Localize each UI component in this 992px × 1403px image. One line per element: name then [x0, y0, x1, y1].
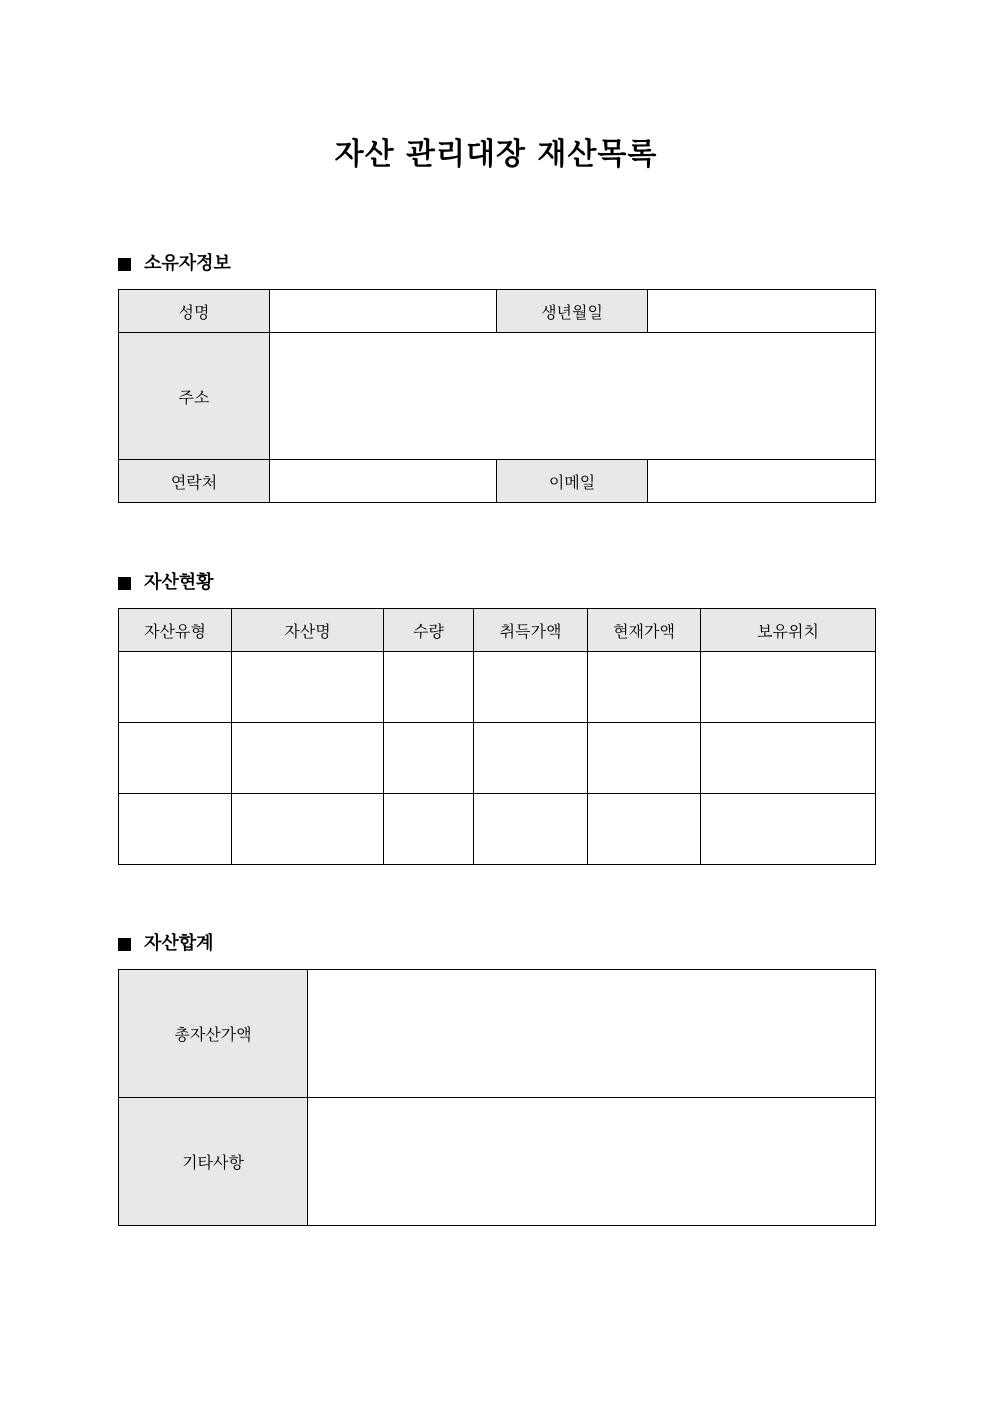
table-row — [119, 652, 876, 723]
column-header: 취득가액 — [474, 609, 588, 652]
column-header: 보유위치 — [701, 609, 876, 652]
quantity-cell[interactable] — [384, 723, 474, 794]
page-title: 자산 관리대장 재산목록 — [334, 137, 658, 172]
birth-date-field[interactable] — [648, 290, 876, 333]
column-header: 수량 — [384, 609, 474, 652]
quantity-cell[interactable] — [384, 652, 474, 723]
asset-type-cell[interactable] — [119, 723, 232, 794]
asset-type-cell[interactable] — [119, 794, 232, 865]
owner-section-heading — [118, 252, 231, 276]
table-row — [119, 723, 876, 794]
total-section-heading — [118, 932, 214, 956]
asset-total-table — [118, 969, 876, 1226]
quantity-cell[interactable] — [384, 794, 474, 865]
current-value-cell[interactable] — [588, 794, 701, 865]
current-value-cell[interactable] — [588, 723, 701, 794]
asset-name-cell[interactable] — [232, 723, 384, 794]
asset-type-cell[interactable] — [119, 652, 232, 723]
phone-field[interactable] — [270, 460, 497, 503]
square-bullet-icon — [118, 938, 131, 951]
column-header: 자산명 — [232, 609, 384, 652]
asset-name-cell[interactable] — [232, 652, 384, 723]
location-cell[interactable] — [701, 794, 876, 865]
total-section-title: 자산합계 — [144, 933, 214, 954]
address-field[interactable] — [270, 333, 876, 460]
name-label: 성명 — [119, 290, 270, 333]
column-header: 자산유형 — [119, 609, 232, 652]
notes-label: 기타사항 — [119, 1098, 308, 1226]
acquisition-value-cell[interactable] — [474, 794, 588, 865]
acquisition-value-cell[interactable] — [474, 723, 588, 794]
phone-label: 연락처 — [119, 460, 270, 503]
location-cell[interactable] — [701, 723, 876, 794]
square-bullet-icon — [118, 577, 131, 590]
birth-date-label: 생년월일 — [497, 290, 648, 333]
asset-section-heading — [118, 571, 214, 595]
asset-section-title: 자산현황 — [144, 572, 214, 593]
email-field[interactable] — [648, 460, 876, 503]
total-value-label: 총자산가액 — [119, 970, 308, 1098]
notes-field[interactable] — [308, 1098, 876, 1226]
square-bullet-icon — [118, 258, 131, 271]
column-header: 현재가액 — [588, 609, 701, 652]
owner-section-title: 소유자정보 — [144, 253, 231, 274]
email-label: 이메일 — [497, 460, 648, 503]
total-value-field[interactable] — [308, 970, 876, 1098]
address-label: 주소 — [119, 333, 270, 460]
name-field[interactable] — [270, 290, 497, 333]
location-cell[interactable] — [701, 652, 876, 723]
acquisition-value-cell[interactable] — [474, 652, 588, 723]
owner-info-table — [118, 289, 876, 503]
asset-status-table — [118, 608, 876, 865]
table-row — [119, 794, 876, 865]
current-value-cell[interactable] — [588, 652, 701, 723]
asset-name-cell[interactable] — [232, 794, 384, 865]
